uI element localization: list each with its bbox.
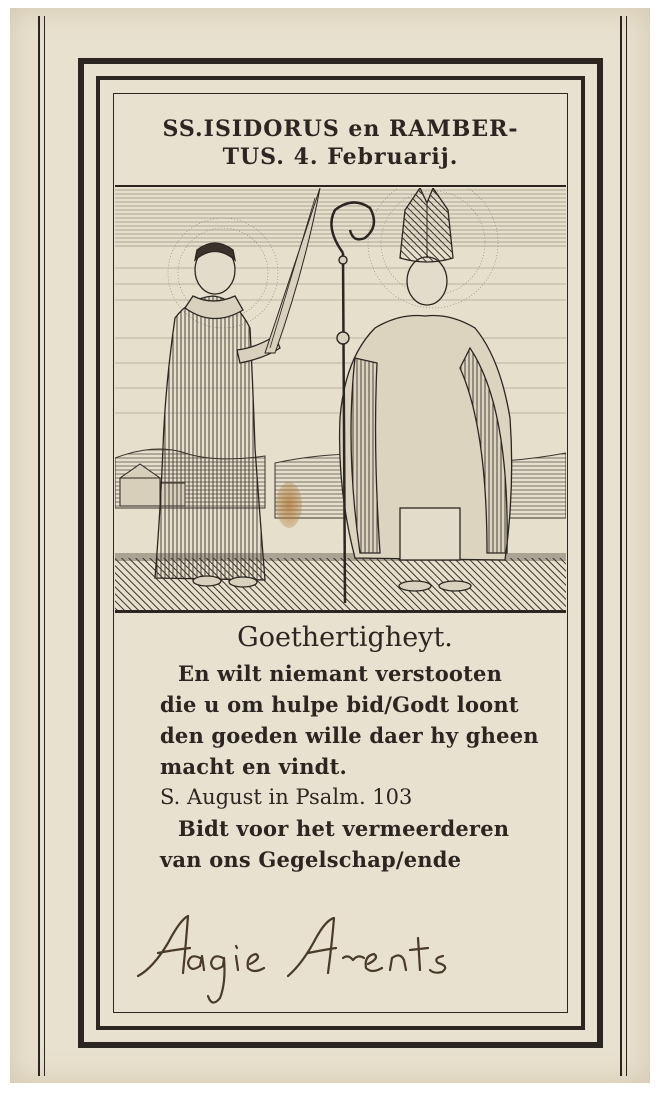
text-line-1: En wilt niemant verstooten (178, 661, 503, 686)
engraving-illustration (115, 188, 566, 610)
saints-engraving (115, 188, 566, 613)
text-line-6: Bidt voor het vermeerderen (178, 816, 510, 841)
signature-drawing (128, 898, 558, 1008)
title-box (115, 95, 566, 187)
text-line-7: van ons Gegelschap/ende (160, 847, 462, 872)
text-line-4: macht en vindt. (160, 754, 347, 779)
handwritten-signature (128, 898, 558, 1008)
outer-rule-left (38, 16, 40, 1076)
title-line-1: SS.ISIDORUS en RAMBER- (162, 116, 519, 142)
text-block (160, 618, 560, 875)
heading-goethertigheyt: Goethertigheyt. (237, 622, 453, 653)
paper-stain (276, 482, 302, 528)
outer-rule-left-2 (44, 16, 45, 1076)
text-line-2: die u om hulpe bid/Godt loont (160, 692, 519, 717)
title-line-2: TUS. 4. Februarij. (222, 144, 459, 170)
outer-rule-right-2 (626, 16, 627, 1076)
outer-rule-right (620, 16, 622, 1076)
text-line-3: den goeden wille daer hy gheen (160, 723, 539, 748)
text-line-5: S. August in Psalm. 103 (160, 785, 413, 809)
